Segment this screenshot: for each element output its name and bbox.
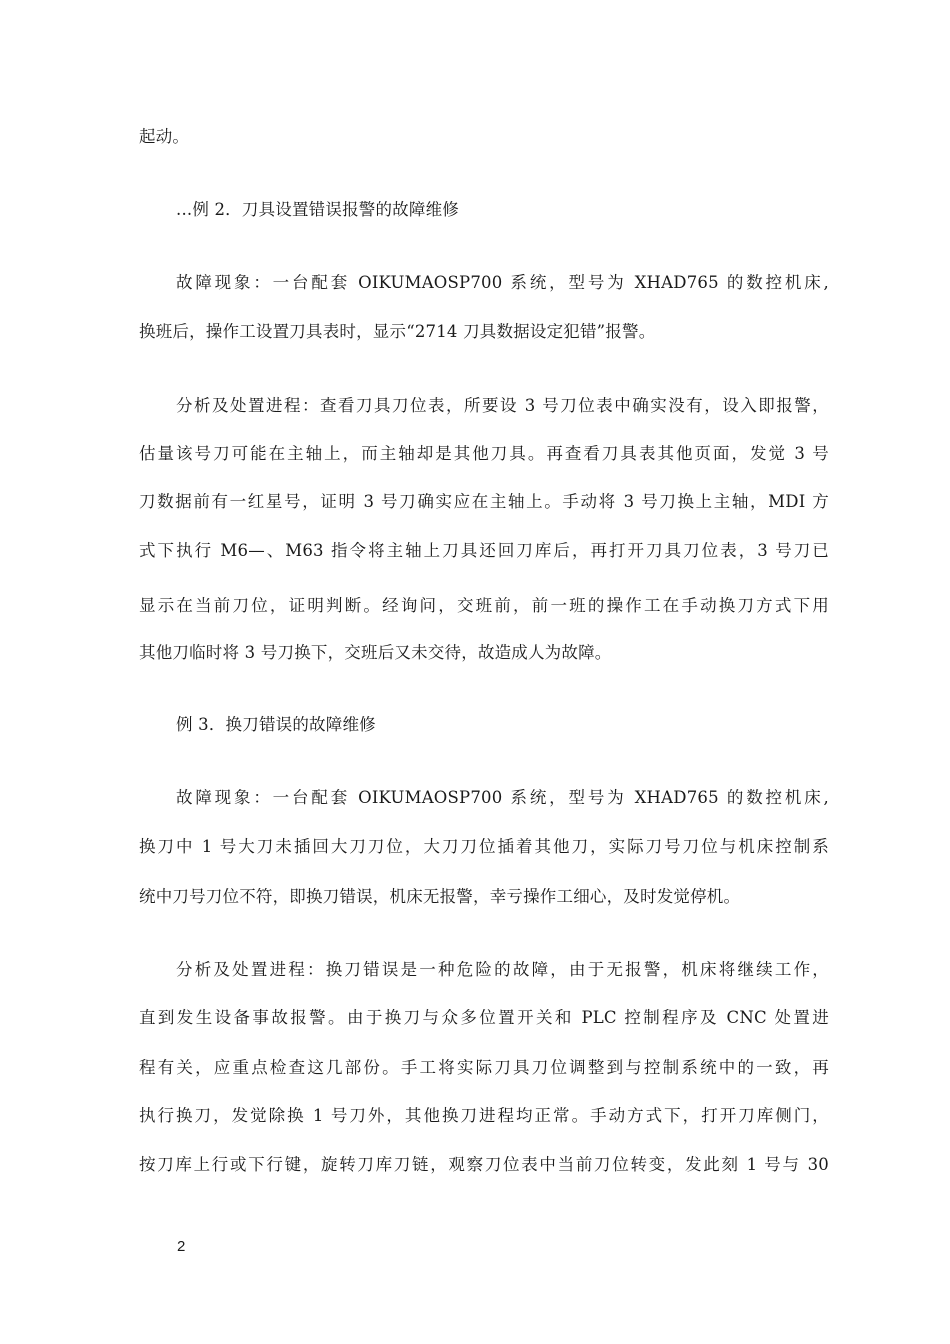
text-line: 其他刀临时将 3 号刀换下，交班后又未交待，故造成人为故障。 (139, 643, 612, 662)
text-line: 程有关，应重点检查这几部份。手工将实际刀具刀位调整到与控制系统中的一致，再 (139, 1058, 829, 1077)
text-line: 故障现象：一台配套 OIKUMAOSP700 系统，型号为 XHAD765 的数控机床, (176, 273, 829, 292)
text-line: 估量该号刀可能在主轴上，而主轴却是其他刀具。再查看刀具表其他页面，发觉 3 号 (139, 444, 829, 463)
section-heading: ...例 2．刀具设置错误报警的故障维修 (176, 200, 459, 219)
page-number: 2 (177, 1238, 186, 1255)
text-line: 直到发生设备事故报警。由于换刀与众多位置开关和 PLC 控制程序及 CNC 处置进 (139, 1008, 829, 1027)
text-line: 故障现象：一台配套 OIKUMAOSP700 系统，型号为 XHAD765 的数控机床, (176, 788, 829, 807)
text-line: 起动。 (139, 127, 190, 146)
text-line: 分析及处置进程：查看刀具刀位表，所要设 3 号刀位表中确实没有，设入即报警， (176, 396, 829, 415)
text-line: 刀数据前有一红星号，证明 3 号刀确实应在主轴上。手动将 3 号刀换上主轴，MDI 方 (139, 492, 829, 511)
text-line: 分析及处置进程：换刀错误是一种危险的故障，由于无报警，机床将继续工作， (176, 960, 829, 979)
text-line: 执行换刀，发觉除换 1 号刀外，其他换刀进程均正常。手动方式下，打开刀库侧门， (139, 1106, 829, 1125)
text-line: 按刀库上行或下行键，旋转刀库刀链，观察刀位表中当前刀位转变，发此刻 1 号与 30 (139, 1155, 829, 1174)
text-line: 换班后，操作工设置刀具表时，显示“2714 刀具数据设定犯错”报警。 (139, 322, 656, 341)
text-line: 式下执行 M6—、M63 指令将主轴上刀具还回刀库后，再打开刀具刀位表，3 号刀已 (139, 541, 829, 560)
text-line: 统中刀号刀位不符，即换刀错误，机床无报警，幸亏操作工细心，及时发觉停机。 (139, 887, 741, 906)
section-heading: 例 3．换刀错误的故障维修 (176, 715, 376, 734)
text-line: 换刀中 1 号大刀未插回大刀刀位，大刀刀位插着其他刀，实际刀号刀位与机床控制系 (139, 837, 829, 856)
text-line: 显示在当前刀位，证明判断。经询问，交班前，前一班的操作工在手动换刀方式下用 (139, 596, 829, 615)
